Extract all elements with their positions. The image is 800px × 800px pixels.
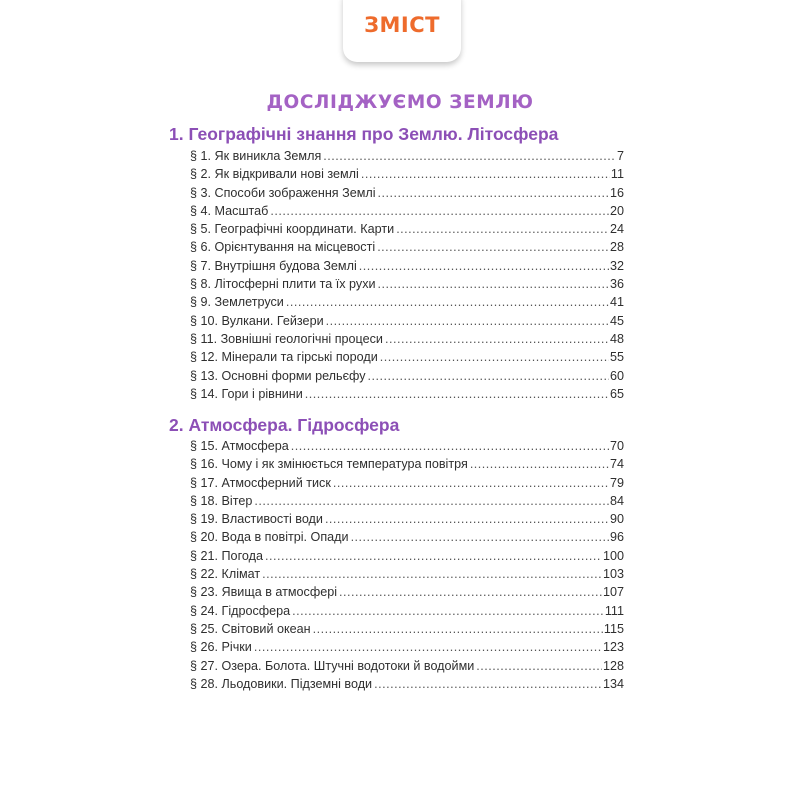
dot-leader <box>262 567 602 581</box>
toc-entry[interactable] <box>190 585 624 603</box>
dot-leader <box>361 167 610 181</box>
toc-entry-page: 11 <box>610 167 624 182</box>
dot-leader <box>378 277 609 291</box>
toc-entry-label: § 27. Озера. Болота. Штучні водотоки й водойми <box>190 658 475 673</box>
dot-leader <box>396 222 609 236</box>
toc-entry-page: 65 <box>609 386 624 401</box>
toc-entry[interactable] <box>190 369 624 387</box>
toc-entry-label: § 16. Чому і як змінюється температура повітря <box>190 457 468 472</box>
toc-entry-page: 103 <box>602 567 624 582</box>
toc-entry[interactable] <box>190 240 624 258</box>
toc-entry-page: 16 <box>609 185 624 200</box>
toc-entry-page: 32 <box>609 258 624 273</box>
dot-leader <box>368 369 609 383</box>
toc-entry[interactable] <box>190 277 624 295</box>
toc-entry[interactable] <box>190 204 624 222</box>
dot-leader <box>385 332 609 346</box>
toc-entry-page: 28 <box>609 240 624 255</box>
toc-entry[interactable] <box>190 604 624 622</box>
dot-leader <box>292 604 604 618</box>
toc-entry[interactable] <box>190 622 624 640</box>
toc-entry-label: § 24. Гідросфера <box>190 603 291 618</box>
toc-entry[interactable] <box>190 567 624 585</box>
toc-entry-page: 48 <box>609 331 624 346</box>
dot-leader <box>377 240 609 254</box>
toc-entry-label: § 1. Як виникла Земля <box>190 149 322 163</box>
toc-entry-page: 7 <box>616 149 624 163</box>
toc-entry-page: 100 <box>602 548 624 563</box>
toc-entry[interactable] <box>190 222 624 240</box>
toc-entry[interactable] <box>190 439 624 457</box>
dot-leader <box>323 149 616 163</box>
toc-entry[interactable] <box>190 350 624 368</box>
toc-entry-page: 107 <box>602 585 624 600</box>
toc-entry-page: 79 <box>609 475 624 490</box>
toc-entry-label: § 6. Орієнтування на місцевості <box>190 240 376 255</box>
toc-entry-label: § 5. Географічні координати. Карти <box>190 222 395 237</box>
toc-entry-label: § 20. Вода в повітрі. Опади <box>190 530 349 545</box>
toc-entry[interactable] <box>190 314 624 332</box>
toc-entry-label: § 26. Річки <box>190 640 252 655</box>
toc-entry-page: 74 <box>609 457 624 472</box>
contents-tab <box>343 0 461 62</box>
dot-leader <box>313 622 603 636</box>
toc-list-chapter-2 <box>190 439 624 695</box>
toc-entry-label: § 17. Атмосферний тиск <box>190 475 331 490</box>
chapter-title-1: 1. Географічні знання про Землю. Літосфера <box>169 124 559 144</box>
dot-leader <box>254 640 602 654</box>
toc-entry-label: § 3. Способи зображення Землі <box>190 185 376 200</box>
toc-list-chapter-1 <box>190 149 624 405</box>
dot-leader <box>291 439 609 453</box>
toc-entry-page: 70 <box>609 439 624 453</box>
toc-entry[interactable] <box>190 387 624 405</box>
toc-entry-label: § 14. Гори і рівнини <box>190 386 303 401</box>
dot-leader <box>333 476 609 490</box>
toc-entry-page: 60 <box>609 368 624 383</box>
toc-entry-label: § 28. Льодовики. Підземні води <box>190 676 373 691</box>
dot-leader <box>265 549 602 563</box>
dot-leader <box>380 350 609 364</box>
dot-leader <box>286 295 609 309</box>
toc-entry-page: 134 <box>602 676 624 691</box>
toc-entry-page: 84 <box>609 493 624 508</box>
toc-entry-page: 55 <box>609 350 624 365</box>
toc-entry-page: 90 <box>609 512 624 527</box>
toc-entry[interactable] <box>190 259 624 277</box>
toc-entry-page: 123 <box>602 640 624 655</box>
toc-entry[interactable] <box>190 457 624 475</box>
dot-leader <box>270 204 609 218</box>
toc-entry-page: 115 <box>603 621 624 636</box>
dot-leader <box>351 530 609 544</box>
toc-entry[interactable] <box>190 494 624 512</box>
dot-leader <box>305 387 609 401</box>
toc-entry-label: § 4. Масштаб <box>190 203 269 218</box>
toc-entry-page: 24 <box>609 222 624 237</box>
toc-entry-page: 96 <box>609 530 624 545</box>
toc-entry[interactable] <box>190 167 624 185</box>
toc-entry-label: § 21. Погода <box>190 548 263 563</box>
chapter-title-2: 2. Атмосфера. Гідросфера <box>169 415 400 435</box>
toc-entry-label: § 18. Вітер <box>190 493 253 508</box>
dot-leader <box>339 585 602 599</box>
toc-entry[interactable] <box>190 677 624 695</box>
dot-leader <box>325 512 609 526</box>
toc-entry[interactable] <box>190 186 624 204</box>
toc-entry-label: § 9. Землетруси <box>190 295 284 310</box>
toc-entry[interactable] <box>190 332 624 350</box>
toc-entry[interactable] <box>190 549 624 567</box>
toc-entry-label: § 13. Основні форми рельєфу <box>190 368 366 383</box>
toc-entry-label: § 23. Явища в атмосфері <box>190 585 338 600</box>
dot-leader <box>476 659 602 673</box>
toc-entry-label: § 8. Літосферні плити та їх рухи <box>190 277 376 292</box>
toc-entry-label: § 19. Властивості води <box>190 512 323 527</box>
toc-entry[interactable] <box>190 295 624 313</box>
toc-entry-page: 45 <box>609 313 624 328</box>
toc-entry-label: § 15. Атмосфера <box>190 439 289 453</box>
toc-entry-page: 128 <box>602 658 624 673</box>
toc-entry[interactable] <box>190 476 624 494</box>
toc-entry[interactable] <box>190 640 624 658</box>
toc-entry-page: 41 <box>609 295 624 310</box>
toc-entry-label: § 11. Зовнішні геологічні процеси <box>190 331 383 346</box>
toc-entry[interactable] <box>190 512 624 530</box>
toc-entry-label: § 2. Як відкривали нові землі <box>190 167 359 182</box>
toc-entry-page: 20 <box>609 203 624 218</box>
dot-leader <box>374 677 602 691</box>
dot-leader <box>470 457 609 471</box>
toc-entry[interactable] <box>190 659 624 677</box>
dot-leader <box>326 314 609 328</box>
toc-entry-page: 36 <box>609 277 624 292</box>
dot-leader <box>359 259 609 273</box>
contents-title: ЗМІСТ <box>364 13 440 37</box>
toc-entry-label: § 12. Мінерали та гірські породи <box>190 350 378 365</box>
toc-entry-label: § 7. Внутрішня будова Землі <box>190 258 357 273</box>
toc-entry-label: § 10. Вулкани. Гейзери <box>190 313 324 328</box>
dot-leader <box>254 494 609 508</box>
toc-entry-page: 111 <box>604 603 624 618</box>
toc-entry[interactable] <box>190 530 624 548</box>
section-title: ДОСЛІДЖУЄМО ЗЕМЛЮ <box>266 92 534 113</box>
dot-leader <box>378 186 609 200</box>
toc-entry-label: § 25. Світовий океан <box>190 621 311 636</box>
toc-entry[interactable] <box>190 149 624 167</box>
toc-entry-label: § 22. Клімат <box>190 567 261 582</box>
